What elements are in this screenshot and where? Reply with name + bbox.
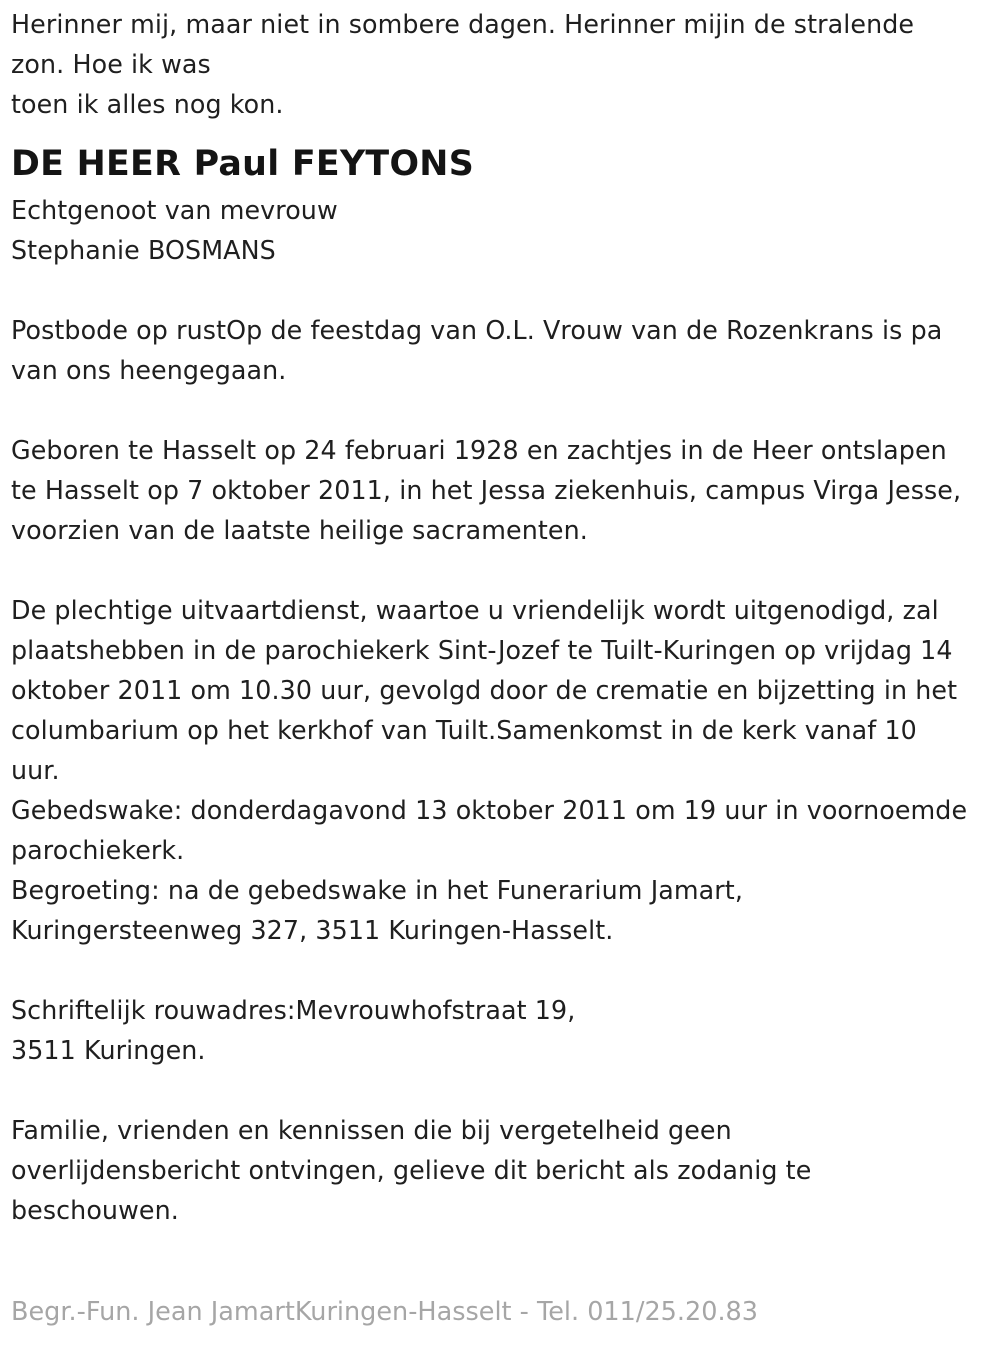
spacer xyxy=(11,1070,1000,1110)
funeral-line: De plechtige uitvaartdienst, waartoe u vriendelijk wordt uitgenodigd, zal xyxy=(11,595,939,625)
poem-line: Herinner mij, maar niet in sombere dagen. Herinner mijin de stralende xyxy=(11,9,915,39)
funeral-line: uur. xyxy=(11,755,60,785)
poem-block xyxy=(11,4,1000,124)
address-line: 3511 Kuringen. xyxy=(11,1035,206,1065)
poem-line: zon. Hoe ik was xyxy=(11,49,211,79)
birth-death-line: te Hasselt op 7 oktober 2011, in het Jessa ziekenhuis, campus Virga Jesse, xyxy=(11,475,962,505)
spacer xyxy=(11,390,1000,430)
funeral-line: Gebedswake: donderdagavond 13 oktober 2011 om 19 uur in voornoemde xyxy=(11,795,968,825)
birth-death-block xyxy=(11,430,1000,550)
profession-line: Postbode op rustOp de feestdag van O.L. Vrouw van de Rozenkrans is pa xyxy=(11,315,943,345)
address-line: Schriftelijk rouwadres:Mevrouwhofstraat 19, xyxy=(11,995,576,1025)
notice-line: beschouwen. xyxy=(11,1195,179,1225)
deceased-name-title: DE HEER Paul FEYTONS xyxy=(11,144,475,184)
notice-line: Familie, vrienden en kennissen die bij vergetelheid geen xyxy=(11,1115,732,1145)
profession-block xyxy=(11,310,1000,390)
spouse-line: Stephanie BOSMANS xyxy=(11,235,276,265)
address-block xyxy=(11,990,1000,1070)
spacer xyxy=(11,550,1000,590)
funeral-line: columbarium op het kerkhof van Tuilt.Samenkomst in de kerk vanaf 10 xyxy=(11,715,917,745)
profession-line: van ons heengegaan. xyxy=(11,355,287,385)
birth-death-line: voorzien van de laatste heilige sacramenten. xyxy=(11,515,588,545)
funeral-line: oktober 2011 om 10.30 uur, gevolgd door de crematie en bijzetting in het xyxy=(11,675,958,705)
poem-line: toen ik alles nog kon. xyxy=(11,89,284,119)
funeral-line: parochiekerk. xyxy=(11,835,185,865)
birth-death-line: Geboren te Hasselt op 24 februari 1928 en zachtjes in de Heer ontslapen xyxy=(11,435,947,465)
funeral-line: Begroeting: na de gebedswake in het Funerarium Jamart, xyxy=(11,875,743,905)
notice-block xyxy=(11,1110,1000,1230)
notice-line: overlijdensbericht ontvingen, gelieve dit bericht als zodanig te xyxy=(11,1155,812,1185)
funeral-block xyxy=(11,590,1000,950)
funeral-line: plaatshebben in de parochiekerk Sint-Jozef te Tuilt-Kuringen op vrijdag 14 xyxy=(11,635,953,665)
funeral-line: Kuringersteenweg 327, 3511 Kuringen-Hasselt. xyxy=(11,915,614,945)
spacer xyxy=(11,270,1000,310)
spouse-block xyxy=(11,190,1000,270)
funeral-home-footer: Begr.-Fun. Jean JamartKuringen-Hasselt - Tel. 011/25.20.83 xyxy=(11,1297,759,1327)
spacer xyxy=(11,950,1000,990)
spouse-line: Echtgenoot van mevrouw xyxy=(11,195,338,225)
